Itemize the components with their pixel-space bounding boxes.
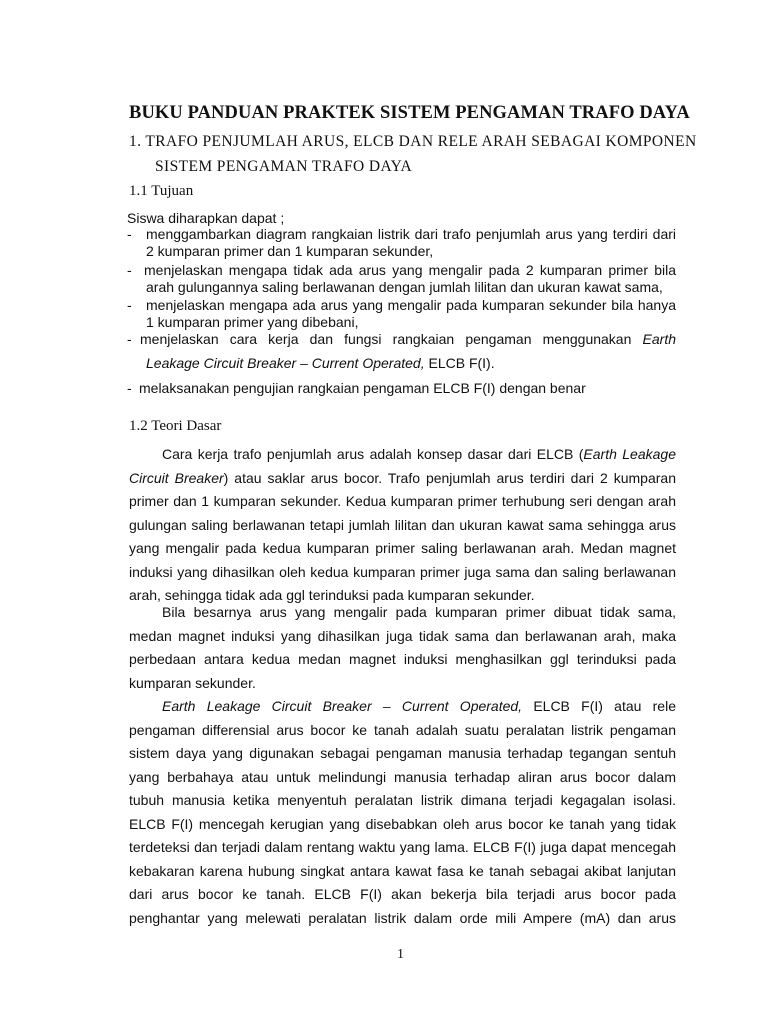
bullet-line: arah gulungannya saling berlawanan dengan jumlah lilitan dan ukuran kawat sama,	[146, 279, 663, 295]
paragraph-line: tubuh manusia ketika menyentuh peralatan listrik dimana terjadi kegagalan isolasi.	[129, 792, 676, 808]
paragraph	[129, 601, 676, 695]
section-1-heading-line-2: SISTEM PENGAMAN TRAFO DAYA	[155, 158, 413, 175]
text-run: ) atau saklar arus bocor. Trafo penjumlah arus terdiri dari 2 kumparan	[223, 469, 676, 486]
bullet-text: menjelaskan cara kerja dan fungsi rangkaian pengaman menggunakan	[140, 331, 643, 347]
bullet-italic-text: Earth	[642, 331, 676, 347]
bullet-item	[144, 262, 676, 279]
bullet-line: menggambarkan diagram rangkaian listrik dari trafo penjumlah arus yang terdiri dari	[146, 226, 676, 242]
bullet-line: menjelaskan mengapa ada arus yang mengalir pada kumparan sekunder bila hanya	[146, 297, 676, 313]
paragraph-line: Bila besarnya arus yang mengalir pada kumparan primer dibuat tidak sama,	[162, 604, 676, 620]
paragraph-line: kumparan sekunder.	[129, 674, 256, 691]
bullet-item	[146, 297, 676, 314]
paragraph-line: gulungan saling berlawanan tetapi jumlah lilitan dan ukuran kawat sama sehingga arus	[129, 516, 676, 533]
paragraph	[129, 443, 676, 608]
paragraph-line	[129, 467, 676, 491]
document-title: BUKU PANDUAN PRAKTEK SISTEM PENGAMAN TRAFO DAYA	[129, 103, 690, 123]
bullet-item	[146, 226, 676, 243]
bullet-dash: -	[127, 262, 132, 278]
paragraph-line: primer dan 1 kumparan sekunder. Kedua kumparan primer terhubung seri dengan arah	[129, 493, 676, 509]
text-run: Cara kerja trafo penjumlah arus adalah konsep dasar dari ELCB (	[162, 446, 584, 462]
bullet-dash: -	[127, 380, 132, 396]
paragraph-line: medan magnet induksi yang dihasilkan juga tidak sama dan berlawanan arah, maka	[129, 627, 676, 644]
bullet-line: 2 kumparan primer dan 1 kumparan sekunder,	[146, 243, 434, 259]
bullet-italic-text: Leakage Circuit Breaker – Current Operated,	[146, 355, 425, 371]
bullet-line: 1 kumparan primer yang dibebani,	[146, 314, 359, 330]
subsection-teori-heading: 1.2 Teori Dasar	[129, 418, 222, 434]
bullet-dash: -	[127, 331, 132, 347]
paragraph-line: kebakaran karena hubung singkat antara kawat fasa ke tanah sebagai akibat lanjutan	[129, 862, 676, 879]
italic-run: Earth Leakage	[583, 446, 676, 462]
bullet-line	[140, 331, 676, 348]
paragraph-line: yang mengalir pada kedua kumparan primer saling berlawanan arah. Medan magnet	[129, 540, 676, 556]
page-number: 1	[397, 947, 404, 962]
section-1-heading-line-1: 1. TRAFO PENJUMLAH ARUS, ELCB DAN RELE ARAH SEBAGAI KOMPONEN	[129, 133, 697, 150]
paragraph-line: dari arus bocor ke tanah. ELCB F(I) akan bekerja bila terjadi arus bocor pada	[129, 886, 676, 902]
paragraph-line: sistem daya yang digunakan sebagai pengaman manusia terhadap tegangan sentuh	[129, 745, 676, 761]
paragraph-line: perbedaan antara kedua medan magnet induksi menghasilkan ggl terinduksi pada	[129, 651, 676, 667]
paragraph-line	[129, 695, 676, 719]
bullet-dash: -	[127, 226, 132, 242]
paragraph-line	[129, 443, 676, 467]
bullet-line: melaksanakan pengujian rangkaian pengaman ELCB F(I) dengan benar	[139, 380, 586, 396]
paragraph-line: yang berbahaya atau untuk melindungi manusia terhadap aliran arus bocor dalam	[129, 768, 676, 785]
bullet-line: menjelaskan mengapa tidak ada arus yang mengalir pada 2 kumparan primer bila	[144, 262, 676, 278]
paragraph-line: terdeteksi dan terjadi dalam rentang waktu yang lama. ELCB F(I) juga dapat mencegah	[129, 839, 676, 855]
paragraph-line: pengaman differensial arus bocor ke tanah adalah suatu peralatan listrik pengaman	[129, 721, 676, 738]
paragraph	[129, 695, 676, 930]
paragraph-line: ELCB F(I) mencegah kerugian yang disebabkan oleh arus bocor ke tanah yang tidak	[129, 815, 676, 832]
text-run: ELCB F(I) atau rele	[522, 698, 676, 714]
paragraph-line: arah, sehingga tidak ada ggl terinduksi pada kumparan sekunder.	[129, 587, 535, 603]
bullet-line	[146, 355, 495, 372]
italic-run: Earth Leakage Circuit Breaker – Current Operated,	[162, 698, 523, 714]
paragraph-line: penghantar yang melewati peralatan listrik dalam orde mili Ampere (mA) dan arus	[129, 909, 676, 926]
bullet-dash: -	[127, 297, 132, 313]
bullet-text: ELCB F(I).	[424, 355, 495, 371]
paragraph-line: induksi yang dihasilkan oleh kedua kumparan primer juga sama dan saling berlawanan	[129, 563, 676, 580]
italic-run: Circuit Breaker	[129, 469, 224, 486]
bullet-item	[140, 331, 676, 348]
tujuan-intro: Siswa diharapkan dapat ;	[127, 210, 285, 226]
subsection-tujuan-heading: 1.1 Tujuan	[129, 183, 194, 199]
